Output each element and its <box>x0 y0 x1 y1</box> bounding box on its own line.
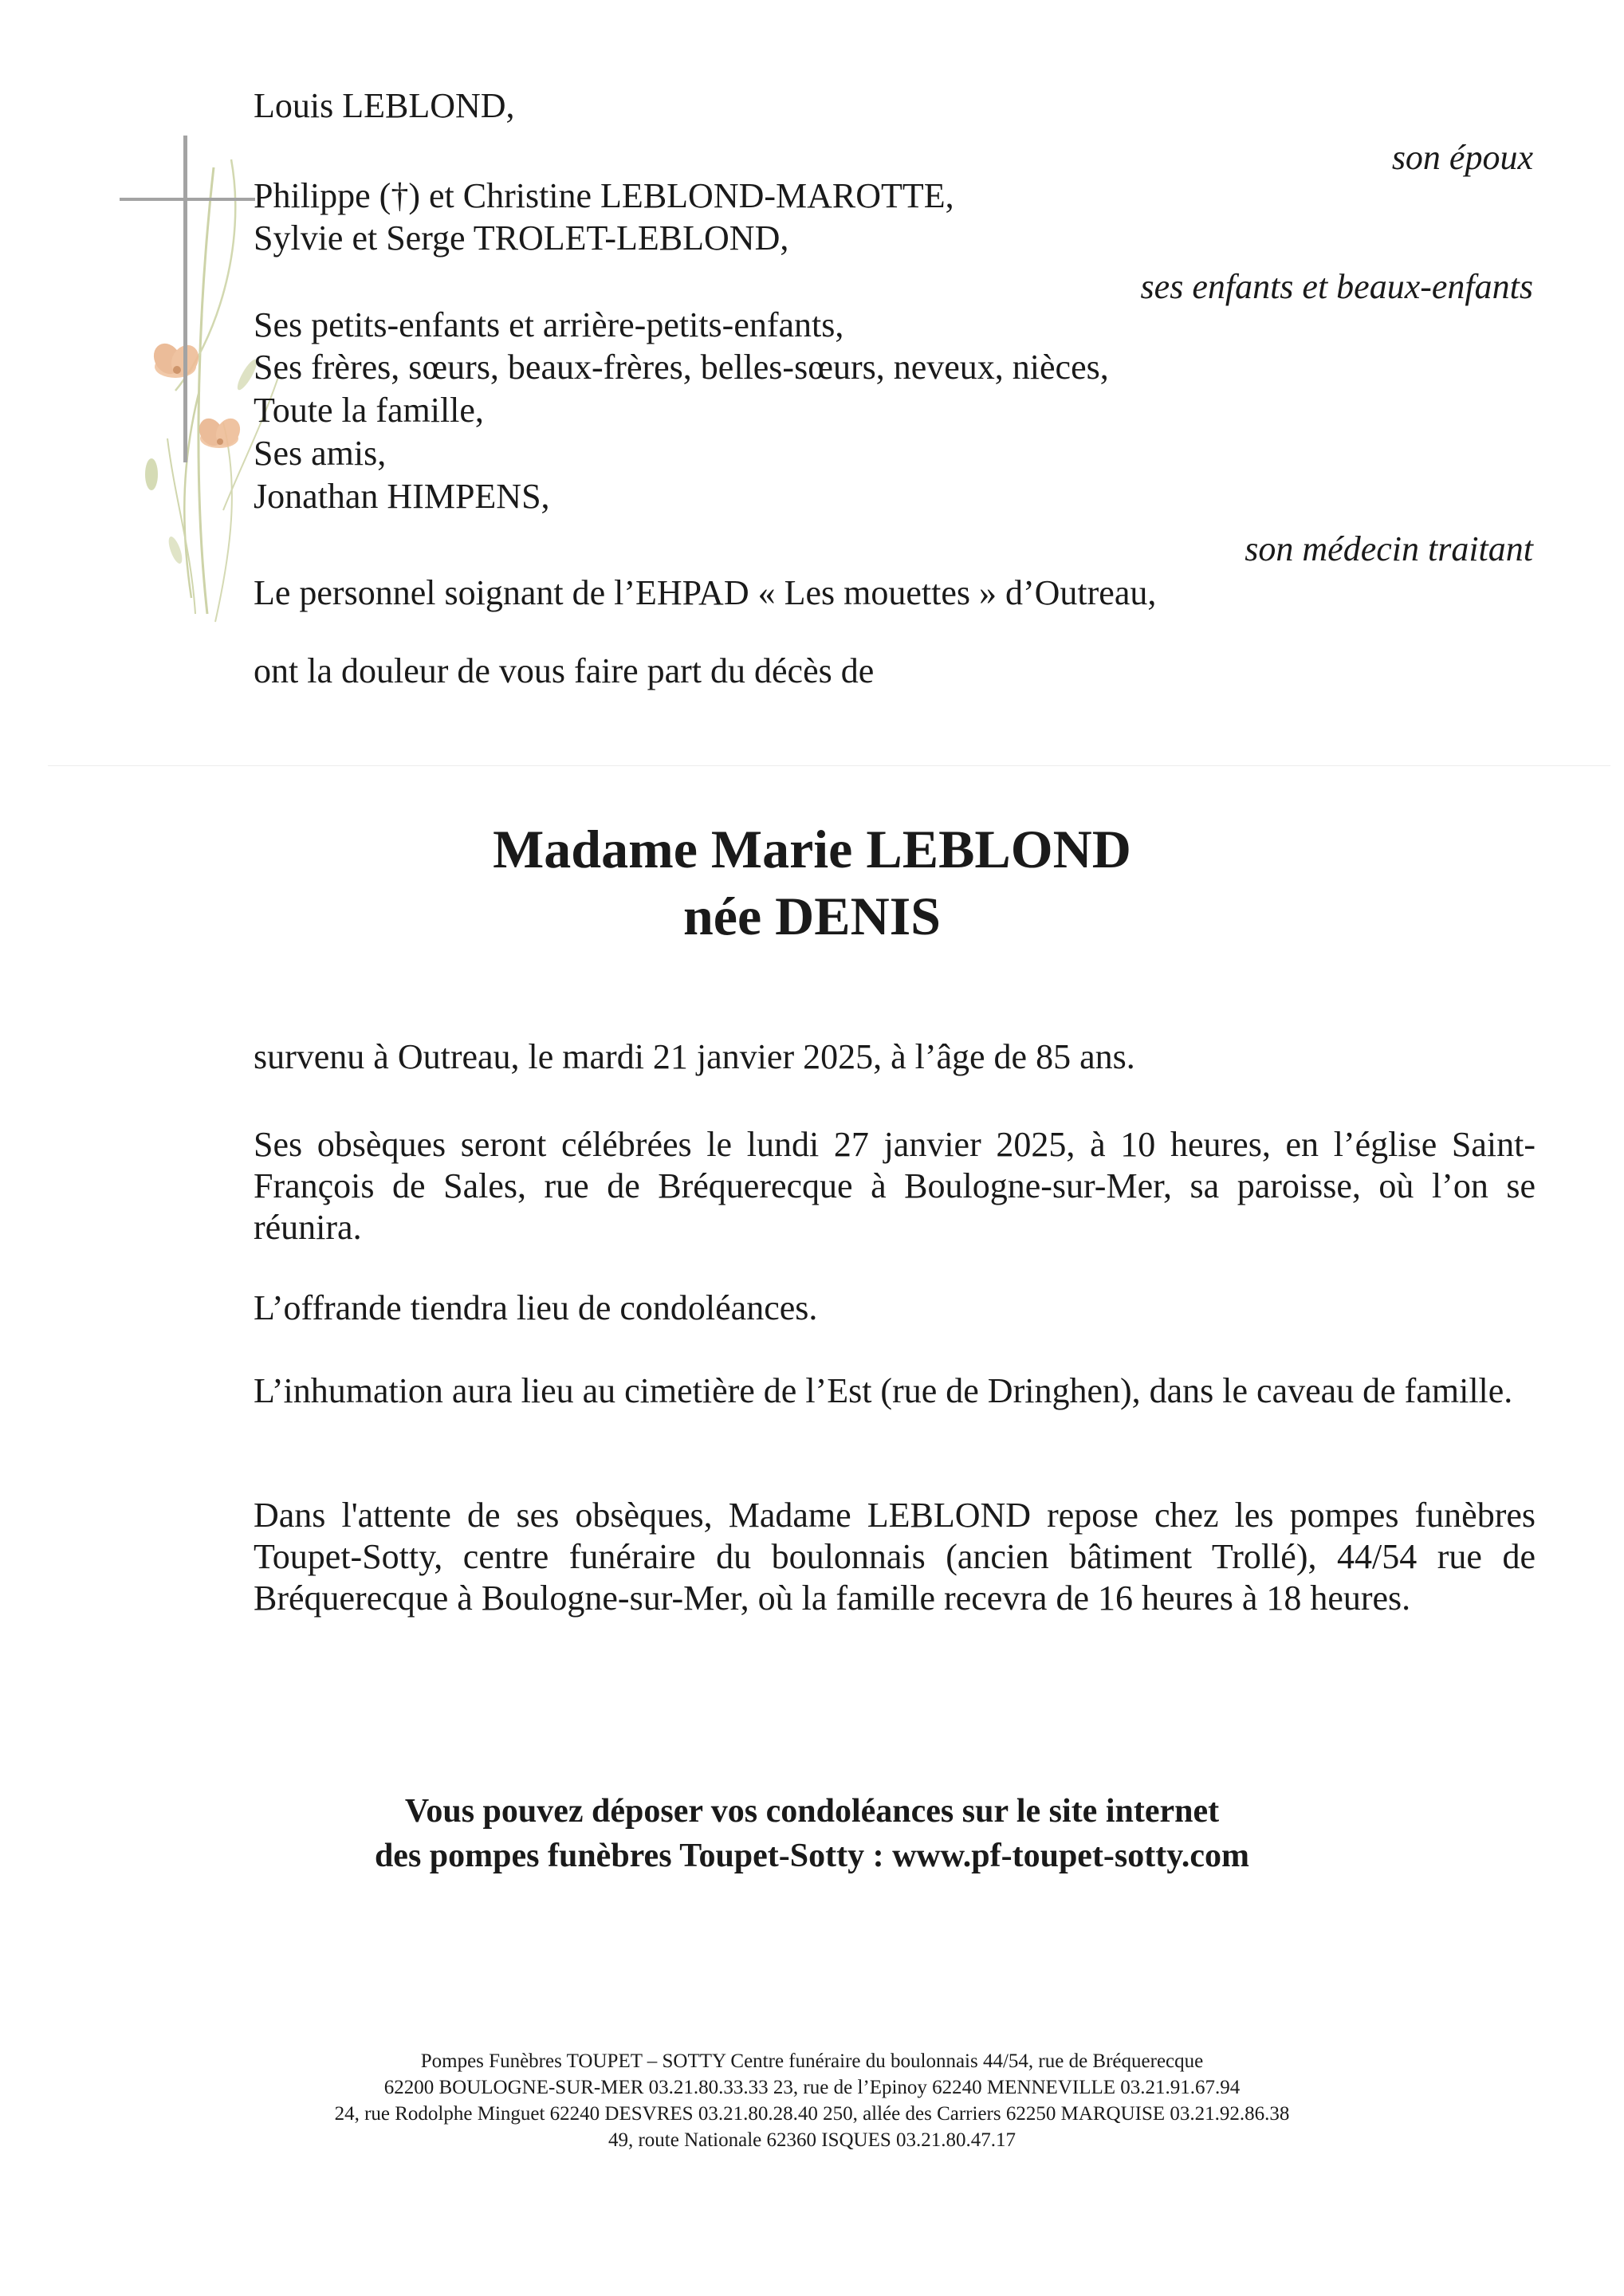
family-line-friends: Ses amis, <box>254 434 387 473</box>
family-line-spouse: Louis LEBLOND, <box>254 86 515 125</box>
paragraph-viewing: Dans l'attente de ses obsèques, Madame LEBLOND repose chez les pompes funèbres Toupet-Sotty, centre funéraire du boulonnais (ancien bâtiment Trollé), 44/54 rue de Bréquerecque à Boulogne-sur-Mer, où la famille recevra de 16 heures à 18 heures. <box>254 1496 1536 1618</box>
paragraph-funeral: Ses obsèques seront célébrées le lundi 27 janvier 2025, à 10 heures, en l’église Saint-François de Sales, rue de Bréquerecque à Boulogne-sur-Mer, sa paroisse, où l’on se réunira. <box>254 1125 1536 1247</box>
family-line-staff: Le personnel soignant de l’EHPAD « Les mouettes » d’Outreau, <box>254 573 1157 612</box>
family-line-doctor: Jonathan HIMPENS, <box>254 477 550 516</box>
family-line-children-2: Sylvie et Serge TROLET-LEBLOND, <box>254 218 789 258</box>
family-line-children-1: Philippe (†) et Christine LEBLOND-MAROTTE, <box>254 176 954 215</box>
deceased-maiden-name: née DENIS <box>682 886 942 946</box>
paragraph-offering: L’offrande tiendra lieu de condoléances. <box>254 1288 818 1327</box>
intro-text: ont la douleur de vous faire part du décès de <box>254 651 875 690</box>
role-doctor: son médecin traitant <box>1245 529 1533 568</box>
paragraph-death: survenu à Outreau, le mardi 21 janvier 2025, à l’âge de 85 ans. <box>254 1037 1135 1076</box>
family-line-family: Toute la famille, <box>254 391 484 430</box>
footer-line-3: 24, rue Rodolphe Minguet 62240 DESVRES 03.21.80.28.40 250, allée des Carriers 62250 MARQUISE 03.21.92.86.38 <box>334 2103 1290 2125</box>
footer-line-2: 62200 BOULOGNE-SUR-MER 03.21.80.33.33 23, rue de l’Epinoy 62240 MENNEVILLE 03.21.91.67.94 <box>383 2077 1241 2098</box>
role-children: ses enfants et beaux-enfants <box>1140 267 1533 306</box>
family-line-grandchildren: Ses petits-enfants et arrière-petits-enfants, <box>254 305 844 344</box>
separator <box>48 765 1610 766</box>
family-line-siblings: Ses frères, sœurs, beaux-frères, belles-sœurs, neveux, nièces, <box>254 348 1109 387</box>
footer-line-4: 49, route Nationale 62360 ISQUES 03.21.80.47.17 <box>608 2129 1016 2151</box>
role-spouse: son époux <box>1391 138 1533 177</box>
condolences-line-2: des pompes funèbres Toupet-Sotty : www.pf-toupet-sotty.com <box>374 1838 1250 1874</box>
footer-line-1: Pompes Funèbres TOUPET – SOTTY Centre funéraire du boulonnais 44/54, rue de Bréquerecque <box>420 2050 1204 2072</box>
condolences-line-1: Vous pouvez déposer vos condoléances sur le site internet <box>404 1793 1220 1830</box>
deceased-name: Madame Marie LEBLOND <box>493 819 1131 879</box>
paragraph-burial: L’inhumation aura lieu au cimetière de l’Est (rue de Dringhen), dans le caveau de famille. <box>254 1371 1513 1410</box>
